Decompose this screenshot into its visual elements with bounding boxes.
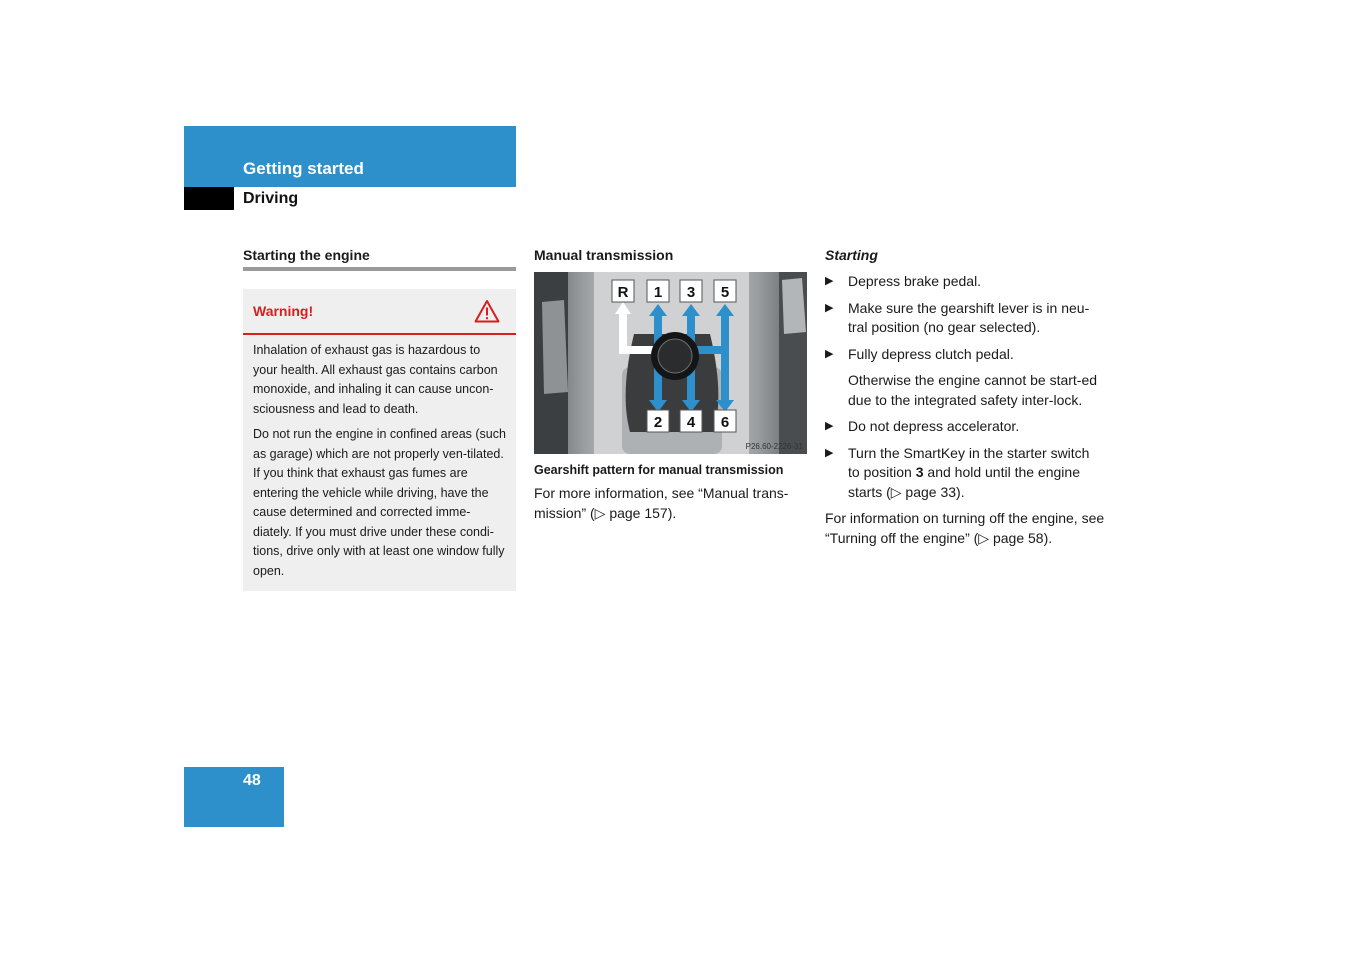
list-item: [825, 345, 1105, 365]
warning-header: [243, 289, 516, 335]
step-text: Make sure the gearshift lever is in neu-tral position (no gear selected).: [848, 299, 1090, 335]
list-item: [825, 272, 1105, 292]
manual-transmission-heading: Manual transmission: [534, 247, 674, 263]
figure-code: P26.60-2226-31: [745, 442, 803, 451]
starting-steps: [825, 272, 1105, 364]
figure-caption: Gearshift pattern for manual transmission: [534, 463, 784, 477]
starting-steps-continued: [825, 417, 1105, 502]
step-text: Fully depress clutch pedal.: [848, 345, 1014, 362]
warning-triangle-icon: [474, 299, 500, 323]
gear-label-3: 3: [686, 284, 696, 301]
gearshift-illustration: [534, 272, 807, 454]
page-number-box: [184, 767, 284, 827]
gear-label-2: 2: [653, 414, 663, 431]
pedal-shape: [542, 300, 568, 394]
column-starting: [825, 246, 1105, 548]
chapter-title: Getting started: [243, 159, 364, 178]
column-manual-transmission: [534, 246, 808, 523]
bullet-icon: ▶: [825, 420, 834, 432]
step-text-part: Turn the SmartKey in the starter switch to position: [848, 444, 1090, 480]
step-text: [848, 445, 1089, 500]
bullet-icon: ▶: [825, 347, 834, 360]
starting-engine-heading: Starting the engine: [243, 247, 370, 263]
warning-body: [243, 335, 516, 591]
column-starting-engine: [243, 246, 516, 591]
list-item: [825, 299, 1105, 338]
position-number: 3: [915, 464, 924, 480]
heading-rule: [243, 267, 516, 271]
gear-label-4: 4: [686, 414, 696, 431]
list-item: [825, 417, 1105, 437]
section-title: Driving: [243, 190, 299, 207]
interlock-note: Otherwise the engine cannot be start-ed due to the integrated safety inter-lock.: [848, 372, 1098, 408]
gear-label-r: R: [617, 284, 629, 301]
turning-off-reference: For information on turning off the engine, see “Turning off the engine” (▷ page 58).: [825, 510, 1105, 546]
list-item: [825, 444, 1105, 503]
gear-label-6: 6: [720, 414, 730, 431]
step-text-part: and hold until the engine starts (▷ page 33).: [848, 464, 1080, 500]
warning-box: [243, 289, 516, 591]
step-text: Depress brake pedal.: [848, 273, 982, 289]
pedal-shape: [782, 278, 806, 334]
manual-transmission-reference: For more information, see “Manual trans-mission” (▷ page 157).: [534, 485, 789, 521]
bullet-icon: ▶: [825, 446, 834, 459]
gear-label-1: 1: [653, 284, 663, 301]
warning-paragraph: Inhalation of exhaust gas is hazardous to your health. All exhaust gas contains carbon monoxide, and inhaling it can cause uncon-sciousness and lead to death.: [253, 343, 498, 416]
starting-heading: Starting: [825, 247, 878, 263]
warning-label: Warning!: [253, 303, 314, 319]
step-text: Do not depress accelerator.: [848, 418, 1020, 434]
bullet-icon: ▶: [825, 275, 834, 287]
bullet-icon: ▶: [825, 301, 834, 314]
gear-label-5: 5: [720, 284, 730, 301]
warning-paragraph: Do not run the engine in confined areas (such as garage) which are not properly ven-tilated. If you think that exhaust gas fumes are entering the vehicle while driving, have the cause determined and corrected imme-diately. If you must drive under these condi-tions, drive only with at least one window fully open.: [253, 427, 506, 578]
gear-knob-top: [658, 339, 692, 373]
section-marker: [184, 187, 234, 210]
page-number: 48: [243, 772, 261, 789]
gearshift-figure: [534, 272, 807, 454]
